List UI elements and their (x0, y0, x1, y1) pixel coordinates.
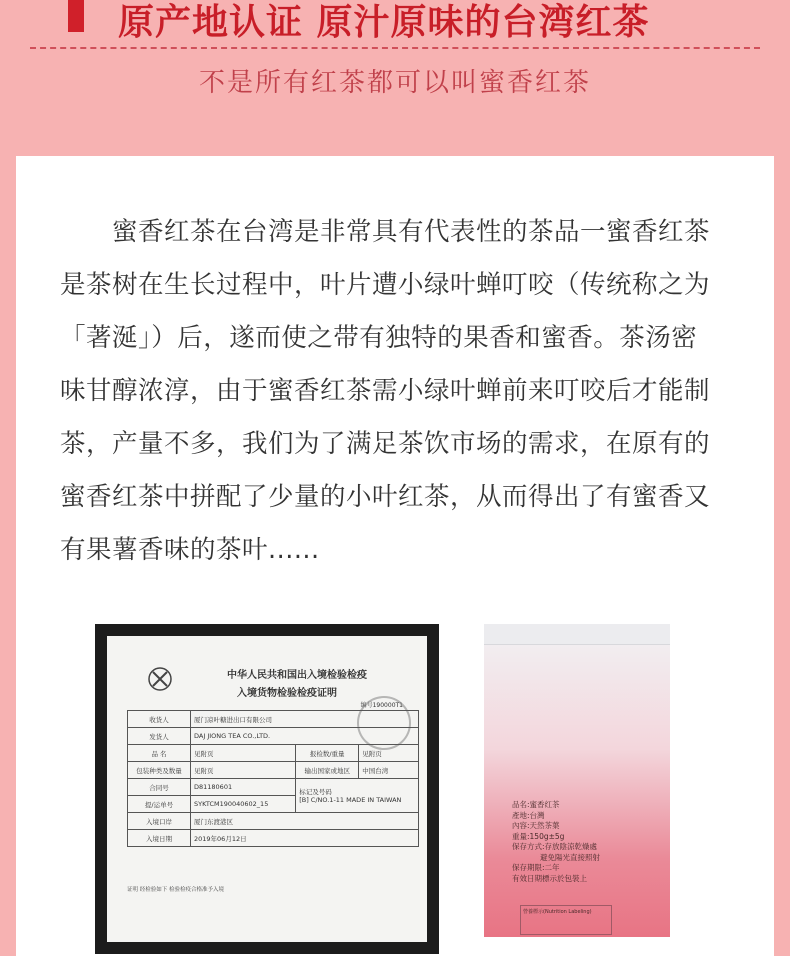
table-value: SYKTCM190040602_15 (191, 796, 296, 813)
table-key: 入境口岸 (128, 813, 191, 830)
product-box-lid (484, 624, 670, 645)
table-row (128, 830, 419, 847)
certificate-frame (95, 624, 439, 954)
table-key: 提/运单号 (128, 796, 191, 813)
certificate-subtitle: 入境货物检验检疫证明 (237, 688, 337, 699)
product-label (512, 800, 642, 884)
table-value: 中国台湾 (359, 762, 419, 779)
table-value: D81180601 (191, 779, 296, 796)
table-key: 合同号 (128, 779, 191, 796)
table-value: 2019年06月12日 (191, 830, 419, 847)
certificate-number: 编号190000T1 (360, 702, 403, 709)
table-value: 厦门凉叶糖进出口有限公司 (191, 711, 419, 728)
table-key: 品 名 (128, 745, 191, 762)
table-value: 见附页 (359, 745, 419, 762)
certificate-paper (107, 636, 427, 942)
label-line: 產地:台灣 (512, 810, 545, 820)
dashed-divider (30, 47, 760, 49)
table-key: 标记及号码 (299, 788, 332, 796)
article-paragraph: 蜜香红茶在台湾是非常具有代表性的茶品一蜜香红茶是茶树在生长过程中，叶片遭小绿叶蝉叮咬（传统称之为 「著涎」）后，遂而使之带有独特的果香和蜜香。茶汤密味甘醇浓淳，由于蜜香红茶需小绿叶蝉前来叮咬后才能制茶，产量不多，我们为了满足茶饮市场的需求，在原有的蜜香红茶中拼配了少量的小叶红茶，从而得出了有蜜香又有果薯香味的茶叶...... (60, 217, 711, 565)
table-key: 包装种类及数量 (128, 762, 191, 779)
label-line: 保存方式:存放陰涼乾燥處 (512, 842, 598, 851)
table-value: 厦门东渡港区 (191, 813, 419, 830)
table-key: 报检数/重量 (296, 745, 359, 762)
page-headline: 原产地认证 原汁原味的台湾红茶 (118, 2, 650, 43)
table-key: 发货人 (128, 728, 191, 745)
table-row (128, 728, 419, 745)
table-key: 入境日期 (128, 830, 191, 847)
certificate-footer: 证明 经检验如下 检验检疫合格准予入境 (127, 887, 224, 893)
certificate-title: 中华人民共和国出入境检验检疫 (227, 670, 367, 681)
table-row (128, 711, 419, 728)
product-box (484, 624, 670, 937)
table-row (128, 745, 419, 762)
table-value: 见附页 (191, 745, 296, 762)
table-key: 输出国家或地区 (296, 762, 359, 779)
label-line: 保存期限:二年 (512, 863, 560, 872)
table-row (128, 813, 419, 830)
nutrition-title: 營養標示(Nutrition Labeling) (523, 909, 592, 915)
label-line: 品名:蜜香红茶 (512, 800, 560, 809)
label-line: 有效日期標示於包裝上 (512, 873, 587, 883)
nutrition-label (520, 905, 612, 935)
table-value: DAJ JIONG TEA CO.,LTD. (191, 728, 419, 745)
certificate-table (127, 710, 419, 847)
table-value: 见附页 (191, 762, 296, 779)
page-subheadline: 不是所有红茶都可以叫蜜香红茶 (198, 68, 591, 98)
table-value: [B] C/NO.1-11 MADE IN TAIWAN (299, 796, 402, 804)
headline-accent-bar (68, 0, 84, 32)
table-marks (296, 779, 419, 813)
label-line: 重量:150g±5g (512, 831, 565, 841)
table-row (128, 762, 419, 779)
label-line: 避免陽光直接照射 (540, 852, 600, 862)
table-row (128, 779, 419, 796)
label-line: 內容:天然茶葉 (512, 821, 560, 830)
table-key: 收货人 (128, 711, 191, 728)
